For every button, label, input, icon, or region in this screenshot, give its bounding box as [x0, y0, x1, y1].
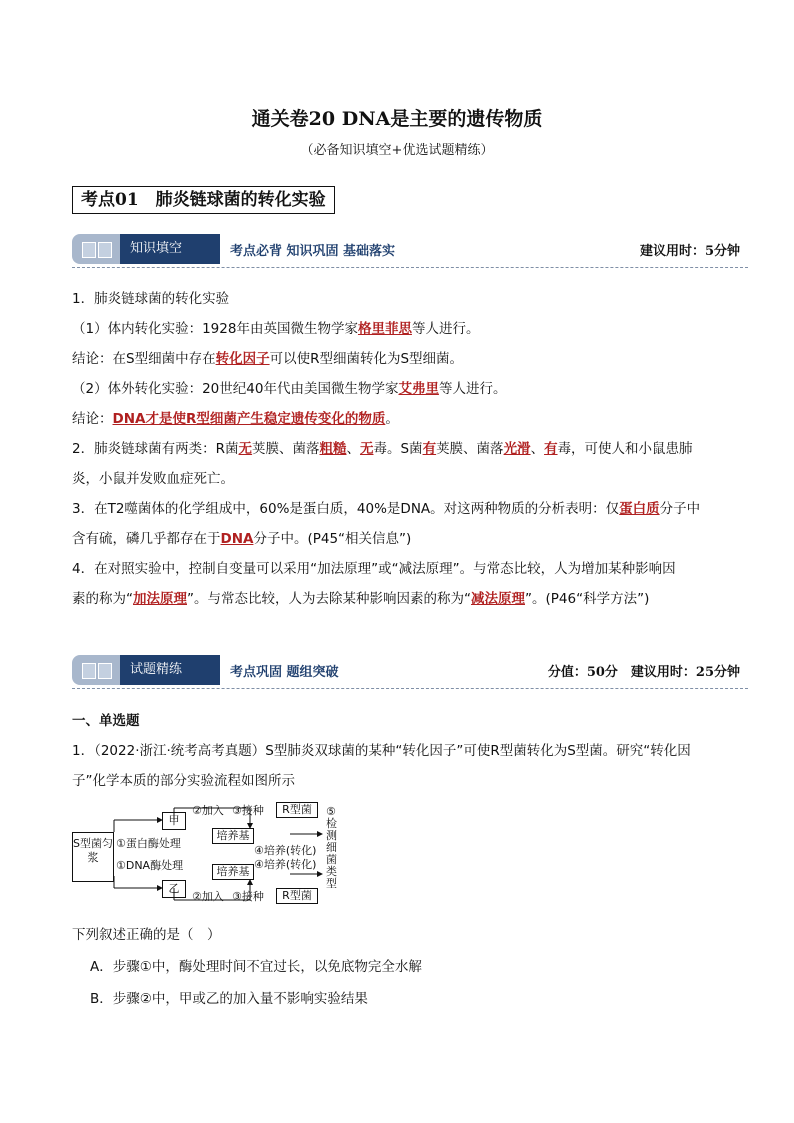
- answer-blank: 加法原理: [133, 591, 187, 607]
- question-type-heading: 一、单选题: [72, 713, 140, 729]
- page-title: 通关卷20 DNA是主要的遗传物质: [251, 108, 543, 130]
- answer-blank: 粗糙: [319, 441, 347, 457]
- s-strain-homogenate: S型菌匀浆: [72, 832, 114, 882]
- knowledge-line: 4．在对照实验中，控制自变量可以采用“加法原理”或“减法原理”。与常态比较，人为增加某种影响因: [72, 561, 676, 577]
- question-options: [72, 919, 732, 1015]
- answer-blank: DNA才是使R型细菌产生稳定遗传变化的物质: [112, 411, 386, 427]
- book-icon: [98, 242, 112, 258]
- medium-box: 培养基: [212, 828, 254, 844]
- add-step-2: ②加入: [192, 890, 224, 903]
- enzyme-step-2: ①DNA酶处理: [116, 859, 184, 872]
- practice-banner: [72, 655, 748, 689]
- inoculate-step-1: ③接种: [232, 804, 264, 817]
- knowledge-line: 炎，小鼠并发败血症死亡。: [72, 471, 234, 487]
- answer-blank: 格里菲思: [357, 321, 412, 337]
- book-icon: [82, 663, 96, 679]
- r-strain-box: R型菌: [276, 888, 318, 904]
- add-step-1: ②加入: [192, 804, 224, 817]
- knowledge-line: （2）体外转化实验：20世纪40年代由美国微生物学家艾弗里等人进行。: [72, 381, 507, 397]
- option-b[interactable]: B．步骤②中，甲或乙的加入量不影响实验结果: [90, 991, 368, 1007]
- experiment-flow-diagram: [72, 802, 352, 904]
- r-strain-box: R型菌: [276, 802, 318, 818]
- knowledge-line: 含有硫，磷几乎都存在于DNA分子中。(P45“相关信息”): [72, 531, 412, 547]
- answer-blank: 有: [544, 441, 558, 457]
- answer-blank: 无: [238, 441, 252, 457]
- page-subtitle: （必备知识填空+优选试题精练）: [300, 143, 494, 158]
- detect-step: ⑤检测细菌类型: [326, 805, 337, 890]
- banner-subtitle: 考点巩固 题组突破: [230, 665, 339, 680]
- knowledge-line: 结论：在S型细菌中存在转化因子可以使R型细菌转化为S型细菌。: [72, 351, 464, 367]
- option-a[interactable]: A．步骤①中，酶处理时间不宜过长，以免底物完全水解: [90, 959, 422, 975]
- answer-blank: 蛋白质: [619, 501, 660, 517]
- answer-blank: 无: [359, 441, 374, 457]
- question-stem: 子”化学本质的部分实验流程如图所示: [72, 773, 295, 789]
- answer-blank: DNA: [220, 531, 254, 547]
- book-icon: [98, 663, 112, 679]
- inoculate-step-2: ③接种: [232, 890, 264, 903]
- culture-step-1: ④培养(转化): [254, 844, 317, 857]
- answer-blank: 光滑: [503, 441, 531, 457]
- question-section: [72, 706, 732, 796]
- knowledge-line: 1．肺炎链球菌的转化实验: [72, 291, 230, 307]
- knowledge-line: 结论：DNA才是使R型细菌产生稳定遗传变化的物质。: [72, 411, 399, 427]
- medium-box: 培养基: [212, 864, 254, 880]
- banner-tab-label: 试题精练: [120, 655, 220, 685]
- question-ask: 下列叙述正确的是（ ）: [72, 927, 221, 943]
- answer-blank: 转化因子: [215, 351, 270, 367]
- suggested-time: 建议用时：5分钟: [639, 244, 740, 259]
- knowledge-line: 素的称为“加法原理”。与常态比较，人为去除某种影响因素的称为“减法原理”。(P46“科学方法”): [72, 591, 650, 607]
- banner-subtitle: 考点必背 知识巩固 基础落实: [230, 244, 396, 259]
- knowledge-content: [72, 284, 732, 614]
- section-heading: 考点01 肺炎链球菌的转化实验: [72, 186, 335, 214]
- enzyme-step-1: ①蛋白酶处理: [116, 837, 181, 850]
- sample-yi: 乙: [162, 880, 186, 898]
- culture-step-2: ④培养(转化): [254, 858, 317, 871]
- question-stem: 1．（2022·浙江·统考高考真题）S型肺炎双球菌的某种“转化因子”可使R型菌转化为S型菌。研究“转化因: [72, 743, 691, 759]
- knowledge-banner: [72, 234, 748, 268]
- knowledge-line: 3．在T2噬菌体的化学组成中，60%是蛋白质，40%是DNA。对这两种物质的分析表明：仅蛋白质分子中: [72, 501, 701, 517]
- sample-jia: 甲: [162, 812, 186, 830]
- book-icon: [82, 242, 96, 258]
- answer-blank: 有: [422, 441, 437, 457]
- score-and-time: 分值：50分 建议用时：25分钟: [547, 665, 740, 680]
- knowledge-line: （1）体内转化实验：1928年由英国微生物学家格里菲思等人进行。: [72, 321, 480, 337]
- answer-blank: 艾弗里: [398, 381, 439, 397]
- knowledge-line: 2．肺炎链球菌有两类：R菌无荚膜、菌落粗糙、无毒。S菌有荚膜、菌落光滑、有毒，可使人和小鼠患肺: [72, 441, 693, 457]
- answer-blank: 减法原理: [471, 591, 525, 607]
- banner-tab-label: 知识填空: [120, 234, 220, 264]
